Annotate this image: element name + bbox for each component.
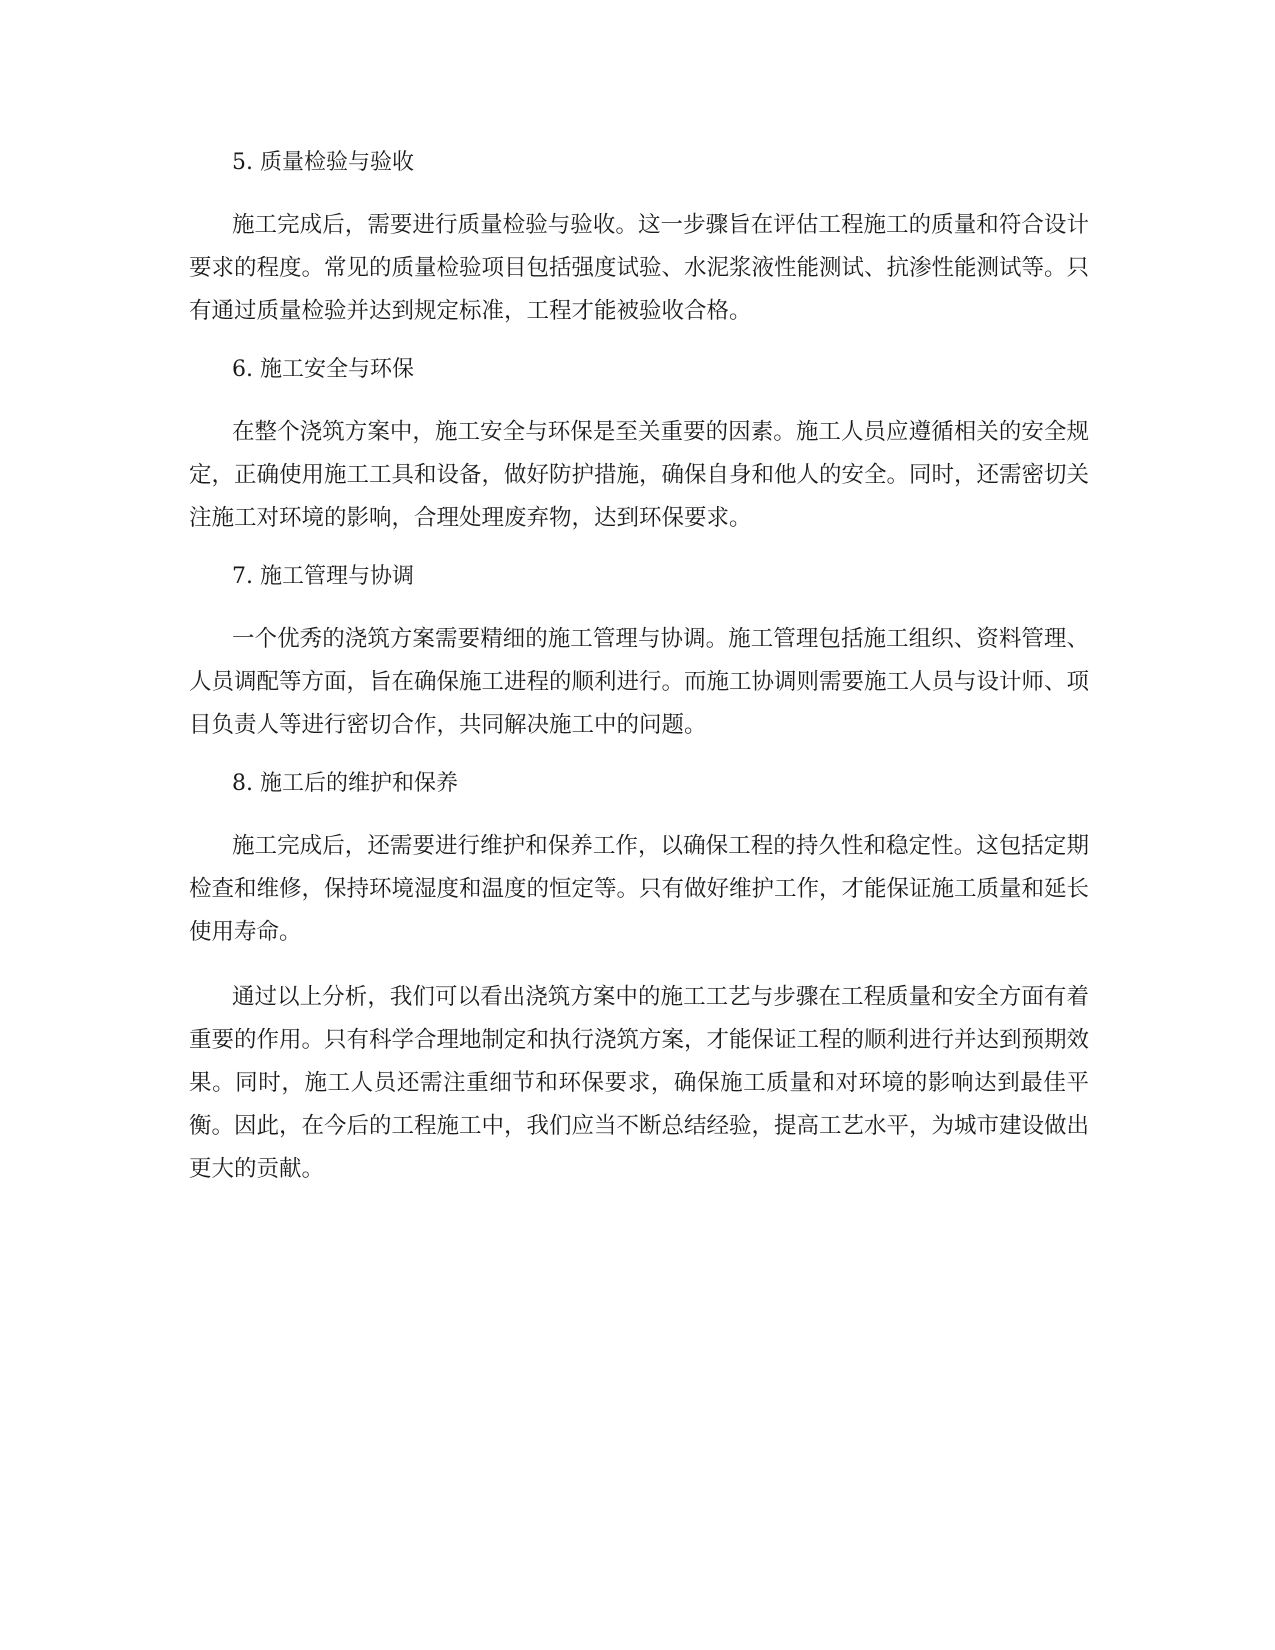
section-heading-8: 8. 施工后的维护和保养	[232, 771, 458, 796]
section-heading-6: 6. 施工安全与环保	[232, 357, 414, 382]
document-body	[189, 148, 1089, 1213]
section-paragraph-8: 施工完成后，还需要进行维护和保养工作，以确保工程的持久性和稳定性。这包括定期检查和维修，保持环境湿度和温度的恒定等。只有做好维护工作，才能保证施工质量和延长使用寿命。	[189, 833, 1090, 945]
conclusion-paragraph: 通过以上分析，我们可以看出浇筑方案中的施工工艺与步骤在工程质量和安全方面有着重要的作用。只有科学合理地制定和执行浇筑方案，才能保证工程的顺利进行并达到预期效果。同时，施工人员还需注重细节和环保要求，确保施工质量和对环境的影响达到最佳平衡。因此，在今后的工程施工中，我们应当不断总结经验，提高工艺水平，为城市建设做出更大的贡献。	[189, 984, 1090, 1182]
section-paragraph-5: 施工完成后，需要进行质量检验与验收。这一步骤旨在评估工程施工的质量和符合设计要求的程度。常见的质量检验项目包括强度试验、水泥浆液性能测试、抗渗性能测试等。只有通过质量检验并达到规定标准，工程才能被验收合格。	[189, 212, 1090, 324]
section-paragraph-6: 在整个浇筑方案中，施工安全与环保是至关重要的因素。施工人员应遵循相关的安全规定，正确使用施工工具和设备，做好防护措施，确保自身和他人的安全。同时，还需密切关注施工对环境的影响，合理处理废弃物，达到环保要求。	[189, 419, 1090, 531]
section-heading-7: 7. 施工管理与协调	[232, 564, 414, 589]
section-paragraph-7: 一个优秀的浇筑方案需要精细的施工管理与协调。施工管理包括施工组织、资料管理、人员调配等方面，旨在确保施工进程的顺利进行。而施工协调则需要施工人员与设计师、项目负责人等进行密切合作，共同解决施工中的问题。	[189, 626, 1090, 738]
section-heading-5: 5. 质量检验与验收	[232, 150, 414, 175]
